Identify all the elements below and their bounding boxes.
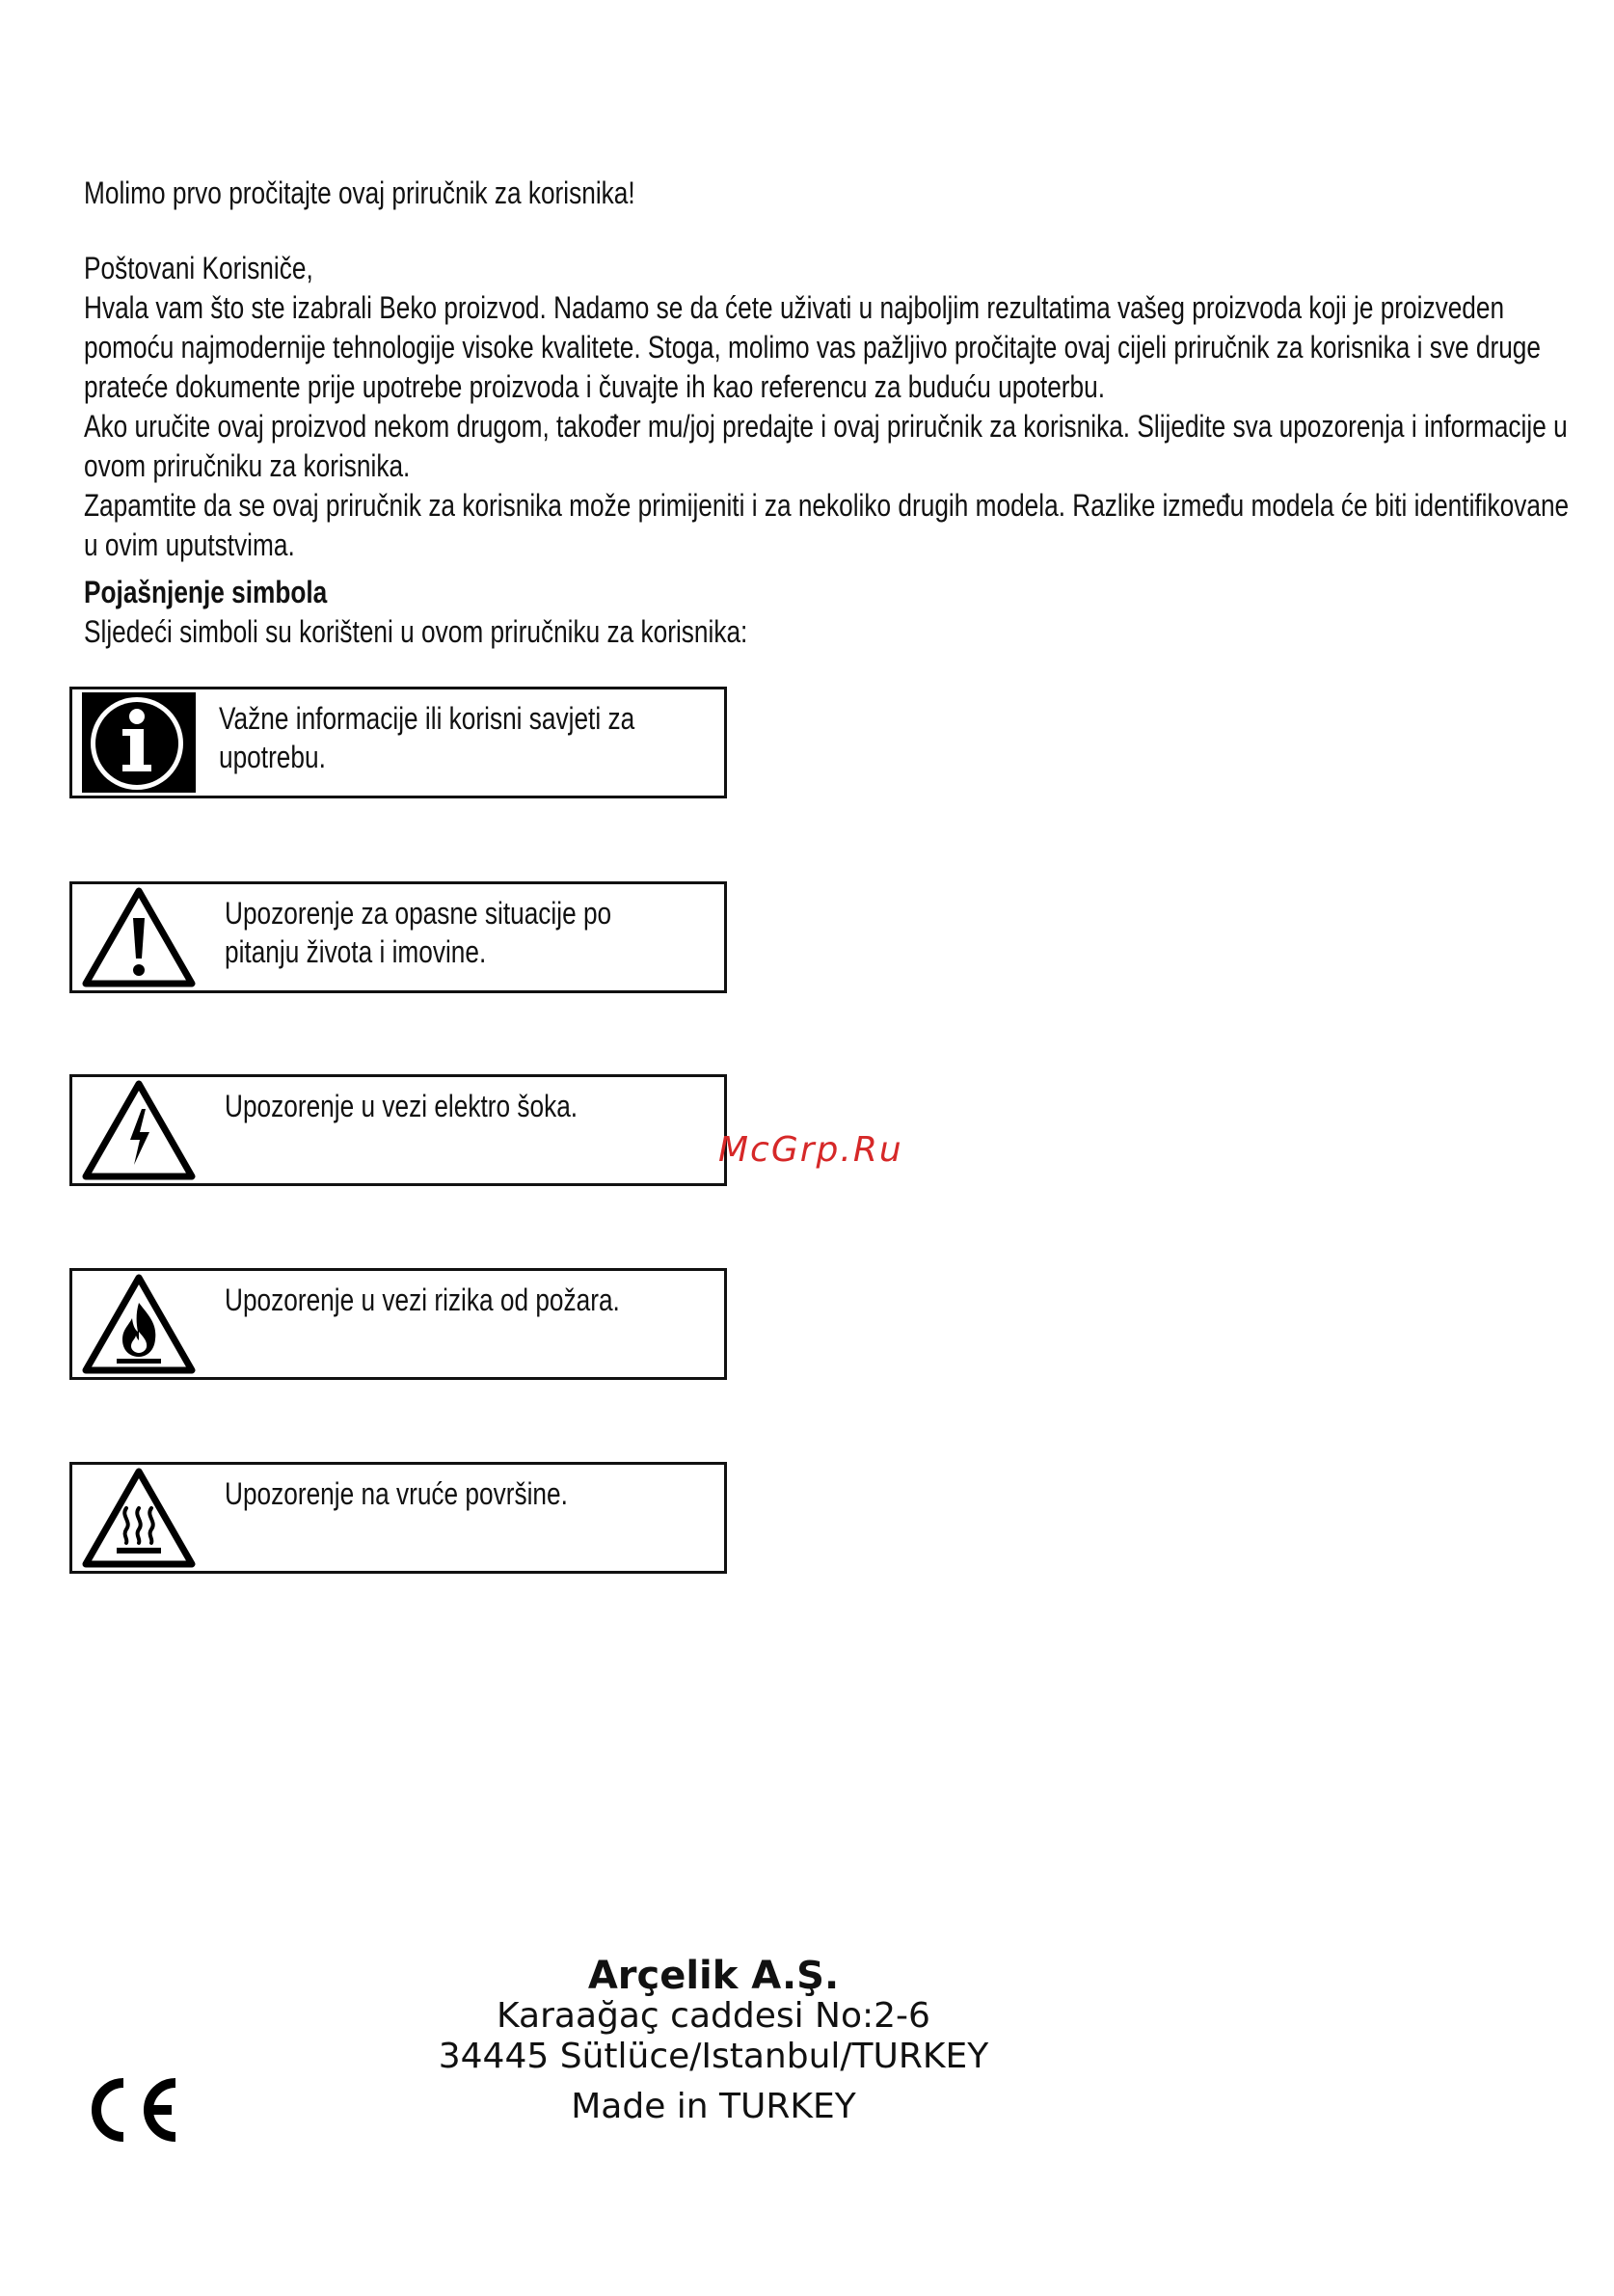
hot-surface-icon (82, 1468, 196, 1568)
symbol-box-warning (69, 881, 727, 993)
symbol-box-hot-surface (69, 1462, 727, 1574)
symbol-box-electric (69, 1074, 727, 1186)
symbol-text-hot-surface: Upozorenje na vruće površine. (225, 1476, 568, 1511)
symbol-box-fire (69, 1268, 727, 1380)
watermark: McGrp.Ru (718, 1130, 903, 1170)
warning-icon (82, 887, 196, 987)
info-icon (82, 692, 196, 793)
symbol-text-electric: Upozorenje u vezi elektro šoka. (225, 1089, 578, 1123)
paragraph-thanks: Hvala vam što ste izabrali Beko proizvod. Nadamo se da ćete uživati u najboljim rezultatima vašeg proizvoda koji je proizveden pomoću najmodernije tehnologije visoke kvalitete. Stoga, molimo vas pažljivo pročitajte ovaj cijeli priručnik za korisnika i sve druge prateće dokumente prije upotrebe proizvoda i čuvajte ih kao referencu za buduću upoterbu. (84, 290, 1541, 404)
greeting: Poštovani Korisniče, (84, 251, 313, 285)
symbol-text-fire: Upozorenje u vezi rizika od požara. (225, 1283, 620, 1317)
paragraph-models: Zapamtite da se ovaj priručnik za korisnika može primijeniti i za nekoliko drugih modela. Razlike između modela će biti identifikovane u ovim uputstvima. (84, 488, 1570, 562)
fire-hazard-icon (82, 1274, 196, 1374)
symbol-text-info: Važne informacije ili korisni savjeti za upotrebu. (219, 701, 635, 774)
page-title: Molimo prvo pročitajte ovaj priručnik za korisnika! (84, 176, 635, 210)
symbol-text-warning: Upozorenje za opasne situacije po pitanju života i imovine. (225, 896, 612, 969)
address-street: Karaağaç caddesi No:2-6 (497, 1996, 930, 2036)
company-name: Arçelik A.Ş. (587, 1954, 840, 1998)
paragraph-handover: Ako uručite ovaj proizvod nekom drugom, također mu/joj predajte i ovaj priručnik za korisnika. Slijedite sva upozorenja i informacije u ovom priručniku za korisnika. (84, 409, 1568, 483)
symbols-intro: Sljedeći simboli su korišteni u ovom priručniku za korisnika: (84, 614, 748, 649)
symbols-heading: Pojašnjenje simbola (84, 575, 328, 609)
intro-text (84, 249, 1571, 652)
manufacturer-address (424, 1956, 1003, 2127)
ce-mark-icon (81, 2075, 181, 2145)
made-in: Made in TURKEY (571, 2087, 856, 2126)
address-city: 34445 Sütlüce/Istanbul/TURKEY (438, 2037, 989, 2076)
electric-shock-icon (82, 1080, 196, 1180)
symbol-box-info (69, 687, 727, 798)
